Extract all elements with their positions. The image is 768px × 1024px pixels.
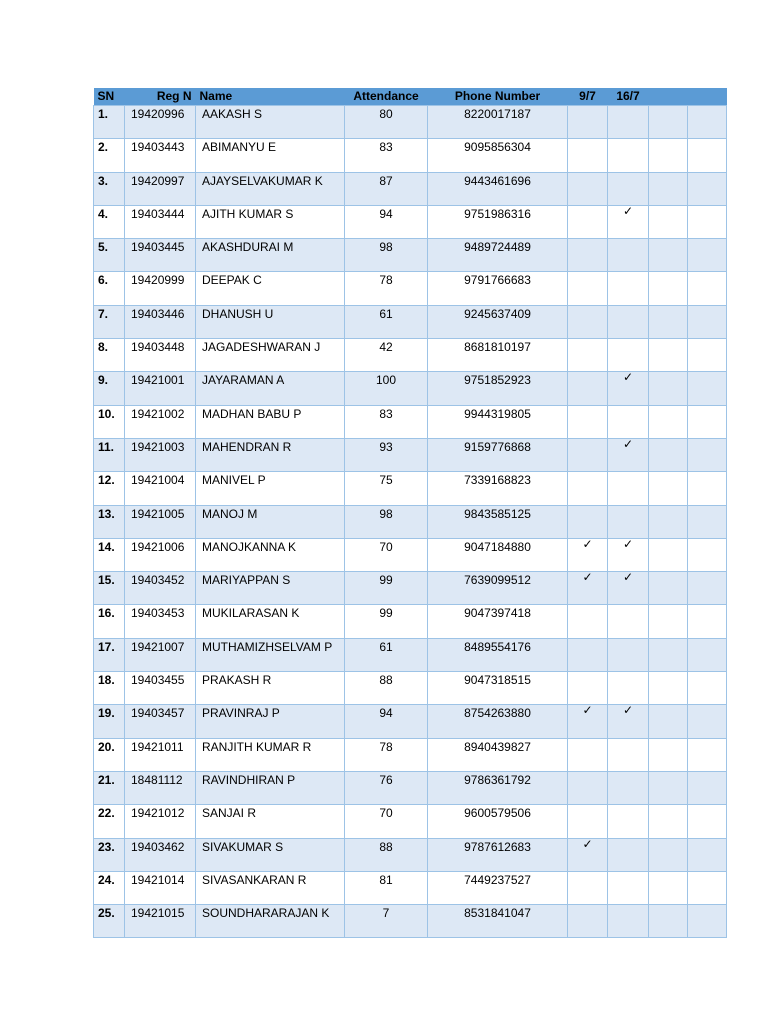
table-row (94, 505, 727, 538)
empty-cell (649, 771, 688, 804)
empty-cell (649, 705, 688, 738)
empty-cell (649, 738, 688, 771)
date-2-cell (608, 905, 649, 938)
phone-number-cell: 9843585125 (428, 505, 568, 538)
check-mark-icon: ✓ (622, 438, 634, 451)
serial-number-cell: 1. (94, 106, 125, 139)
date-2-cell (608, 771, 649, 804)
header-attendance: Attendance (353, 89, 419, 103)
check-mark-icon: ✓ (622, 571, 634, 585)
empty-cell (688, 705, 727, 738)
date-2-cell (608, 871, 649, 904)
date-1-cell (568, 272, 608, 305)
table-row (94, 538, 727, 571)
table-row (94, 339, 727, 372)
attendance-cell: 75 (345, 472, 428, 505)
serial-number-cell: 8. (94, 339, 125, 372)
table-row (94, 205, 727, 238)
phone-number-cell: 7339168823 (428, 472, 568, 505)
empty-cell (649, 372, 688, 405)
empty-cell (649, 172, 688, 205)
phone-number-cell: 9443461696 (428, 172, 568, 205)
date-2-cell (608, 705, 649, 738)
empty-cell (688, 272, 727, 305)
attendance-cell: 99 (345, 605, 428, 638)
empty-cell (649, 272, 688, 305)
attendance-cell: 99 (345, 572, 428, 605)
reg-number-cell: 19421011 (125, 738, 196, 771)
table-body (94, 106, 727, 938)
date-2-cell (608, 505, 649, 538)
phone-number-cell: 9489724489 (428, 239, 568, 272)
attendance-cell: 70 (345, 805, 428, 838)
date-2-cell (608, 805, 649, 838)
reg-number-cell: 19421006 (125, 538, 196, 571)
serial-number-cell: 21. (94, 771, 125, 804)
attendance-cell: 61 (345, 638, 428, 671)
empty-cell (649, 672, 688, 705)
reg-number-cell: 19420999 (125, 272, 196, 305)
serial-number-cell: 6. (94, 272, 125, 305)
empty-cell (688, 472, 727, 505)
empty-cell (688, 771, 727, 804)
empty-cell (688, 172, 727, 205)
student-name-cell: SIVAKUMAR S (196, 838, 345, 871)
serial-number-cell: 13. (94, 505, 125, 538)
student-name-cell: DEEPAK C (196, 272, 345, 305)
reg-number-cell: 19403455 (125, 672, 196, 705)
header-sn: SN (97, 89, 115, 103)
header-phone-number: Phone Number (454, 89, 541, 103)
attendance-cell: 94 (345, 705, 428, 738)
table-row (94, 372, 727, 405)
date-1-cell (568, 572, 608, 605)
date-1-cell (568, 239, 608, 272)
date-1-cell (568, 738, 608, 771)
empty-cell (688, 372, 727, 405)
serial-number-cell: 25. (94, 905, 125, 938)
date-2-cell (608, 305, 649, 338)
table-row (94, 738, 727, 771)
reg-number-cell: 19421005 (125, 505, 196, 538)
table-row (94, 438, 727, 471)
header-empty-2 (688, 88, 727, 106)
date-1-cell (568, 705, 608, 738)
date-2-cell (608, 172, 649, 205)
table-row (94, 705, 727, 738)
student-name-cell: SIVASANKARAN R (196, 871, 345, 904)
empty-cell (688, 438, 727, 471)
serial-number-cell: 16. (94, 605, 125, 638)
student-name-cell: AJAYSELVAKUMAR K (196, 172, 345, 205)
empty-cell (688, 905, 727, 938)
serial-number-cell: 24. (94, 871, 125, 904)
phone-number-cell: 9786361792 (428, 771, 568, 804)
empty-cell (649, 106, 688, 139)
attendance-cell: 87 (345, 172, 428, 205)
table-row (94, 239, 727, 272)
attendance-cell: 88 (345, 672, 428, 705)
serial-number-cell: 14. (94, 538, 125, 571)
table-row (94, 139, 727, 172)
date-2-cell (608, 139, 649, 172)
student-name-cell: MANIVEL P (196, 472, 345, 505)
empty-cell (649, 572, 688, 605)
reg-number-cell: 19403448 (125, 339, 196, 372)
attendance-sheet (93, 88, 726, 938)
table-row (94, 472, 727, 505)
date-1-cell (568, 172, 608, 205)
empty-cell (688, 638, 727, 671)
header-row (94, 88, 727, 106)
attendance-cell: 94 (345, 205, 428, 238)
attendance-cell: 93 (345, 438, 428, 471)
table-row (94, 172, 727, 205)
date-1-cell (568, 505, 608, 538)
date-1-cell (568, 838, 608, 871)
phone-number-cell: 8940439827 (428, 738, 568, 771)
reg-number-cell: 19420997 (125, 172, 196, 205)
attendance-cell: 98 (345, 505, 428, 538)
reg-number-cell: 19421004 (125, 472, 196, 505)
date-2-cell (608, 205, 649, 238)
empty-cell (649, 871, 688, 904)
phone-number-cell: 9047318515 (428, 672, 568, 705)
phone-number-cell: 8681810197 (428, 339, 568, 372)
reg-number-cell: 19403446 (125, 305, 196, 338)
empty-cell (649, 605, 688, 638)
date-2-cell (608, 838, 649, 871)
date-1-cell (568, 438, 608, 471)
header-date-2: 16/7 (616, 89, 640, 103)
date-2-cell (608, 405, 649, 438)
date-1-cell (568, 871, 608, 904)
check-mark-icon: ✓ (622, 371, 634, 385)
date-2-cell (608, 339, 649, 372)
empty-cell (688, 305, 727, 338)
empty-cell (649, 305, 688, 338)
student-name-cell: JAGADESHWARAN J (196, 339, 345, 372)
attendance-cell: 83 (345, 139, 428, 172)
phone-number-cell: 9047397418 (428, 605, 568, 638)
student-name-cell: MANOJ M (196, 505, 345, 538)
empty-cell (688, 505, 727, 538)
student-name-cell: MARIYAPPAN S (196, 572, 345, 605)
empty-cell (688, 405, 727, 438)
serial-number-cell: 9. (94, 372, 125, 405)
date-2-cell (608, 538, 649, 571)
date-2-cell (608, 106, 649, 139)
phone-number-cell: 9600579506 (428, 805, 568, 838)
date-1-cell (568, 605, 608, 638)
student-name-cell: PRAKASH R (196, 672, 345, 705)
empty-cell (688, 838, 727, 871)
attendance-cell: 100 (345, 372, 428, 405)
date-1-cell (568, 472, 608, 505)
table-row (94, 672, 727, 705)
phone-number-cell: 9751986316 (428, 205, 568, 238)
reg-number-cell: 19421015 (125, 905, 196, 938)
empty-cell (649, 638, 688, 671)
table-row (94, 638, 727, 671)
attendance-cell: 83 (345, 405, 428, 438)
attendance-cell: 98 (345, 239, 428, 272)
serial-number-cell: 15. (94, 572, 125, 605)
phone-number-cell: 7639099512 (428, 572, 568, 605)
reg-number-cell: 19403445 (125, 239, 196, 272)
date-1-cell (568, 339, 608, 372)
student-name-cell: JAYARAMAN A (196, 372, 345, 405)
empty-cell (649, 339, 688, 372)
check-mark-icon: ✓ (622, 538, 634, 551)
check-mark-icon: ✓ (582, 704, 593, 718)
header-reg-no: Reg N (156, 89, 192, 103)
attendance-cell: 81 (345, 871, 428, 904)
phone-number-cell: 7449237527 (428, 871, 568, 904)
date-2-cell (608, 738, 649, 771)
empty-cell (649, 538, 688, 571)
reg-number-cell: 19403462 (125, 838, 196, 871)
date-1-cell (568, 372, 608, 405)
empty-cell (688, 205, 727, 238)
empty-cell (649, 139, 688, 172)
date-1-cell (568, 771, 608, 804)
header-name: Name (199, 89, 233, 103)
reg-number-cell: 19421012 (125, 805, 196, 838)
phone-number-cell: 9095856304 (428, 139, 568, 172)
date-1-cell (568, 106, 608, 139)
table-row (94, 272, 727, 305)
date-1-cell (568, 672, 608, 705)
date-2-cell (608, 605, 649, 638)
header-date-1: 9/7 (579, 89, 596, 103)
attendance-cell: 78 (345, 272, 428, 305)
reg-number-cell: 19421002 (125, 405, 196, 438)
reg-number-cell: 18481112 (125, 771, 196, 804)
date-1-cell (568, 905, 608, 938)
student-name-cell: PRAVINRAJ P (196, 705, 345, 738)
serial-number-cell: 2. (94, 139, 125, 172)
phone-number-cell: 9944319805 (428, 405, 568, 438)
empty-cell (649, 405, 688, 438)
empty-cell (688, 871, 727, 904)
reg-number-cell: 19421001 (125, 372, 196, 405)
reg-number-cell: 19421003 (125, 438, 196, 471)
empty-cell (688, 605, 727, 638)
serial-number-cell: 22. (94, 805, 125, 838)
student-name-cell: AKASHDURAI M (196, 239, 345, 272)
table-header (94, 88, 727, 106)
student-name-cell: MANOJKANNA K (196, 538, 345, 571)
date-1-cell (568, 805, 608, 838)
student-name-cell: MUTHAMIZHSELVAM P (196, 638, 345, 671)
empty-cell (688, 572, 727, 605)
empty-cell (688, 805, 727, 838)
phone-number-cell: 8220017187 (428, 106, 568, 139)
phone-number-cell: 9047184880 (428, 538, 568, 571)
table-row (94, 605, 727, 638)
phone-number-cell: 9787612683 (428, 838, 568, 871)
serial-number-cell: 19. (94, 705, 125, 738)
header-empty-1 (649, 88, 688, 106)
date-1-cell (568, 538, 608, 571)
table-row (94, 405, 727, 438)
table-row (94, 905, 727, 938)
check-mark-icon: ✓ (582, 571, 593, 585)
reg-number-cell: 19403444 (125, 205, 196, 238)
date-2-cell (608, 239, 649, 272)
attendance-cell: 76 (345, 771, 428, 804)
attendance-cell: 80 (345, 106, 428, 139)
student-name-cell: ABIMANYU E (196, 139, 345, 172)
empty-cell (649, 905, 688, 938)
student-name-cell: AJITH KUMAR S (196, 205, 345, 238)
reg-number-cell: 19403443 (125, 139, 196, 172)
serial-number-cell: 10. (94, 405, 125, 438)
student-name-cell: MADHAN BABU P (196, 405, 345, 438)
table-row (94, 805, 727, 838)
student-name-cell: SOUNDHARARAJAN K (196, 905, 345, 938)
student-name-cell: RAVINDHIRAN P (196, 771, 345, 804)
phone-number-cell: 9791766683 (428, 272, 568, 305)
reg-number-cell: 19403457 (125, 705, 196, 738)
serial-number-cell: 12. (94, 472, 125, 505)
phone-number-cell: 8531841047 (428, 905, 568, 938)
empty-cell (688, 106, 727, 139)
date-2-cell (608, 638, 649, 671)
serial-number-cell: 4. (94, 205, 125, 238)
attendance-cell: 78 (345, 738, 428, 771)
date-2-cell (608, 438, 649, 471)
date-1-cell (568, 205, 608, 238)
check-mark-icon: ✓ (582, 538, 593, 551)
date-2-cell (608, 472, 649, 505)
empty-cell (649, 805, 688, 838)
attendance-cell: 61 (345, 305, 428, 338)
date-2-cell (608, 372, 649, 405)
empty-cell (688, 139, 727, 172)
reg-number-cell: 19420996 (125, 106, 196, 139)
empty-cell (688, 239, 727, 272)
table-row (94, 771, 727, 804)
attendance-table (93, 88, 727, 938)
check-mark-icon: ✓ (622, 704, 634, 718)
empty-cell (649, 438, 688, 471)
serial-number-cell: 20. (94, 738, 125, 771)
reg-number-cell: 19403453 (125, 605, 196, 638)
phone-number-cell: 9245637409 (428, 305, 568, 338)
table-row (94, 572, 727, 605)
date-1-cell (568, 638, 608, 671)
date-2-cell (608, 672, 649, 705)
date-1-cell (568, 405, 608, 438)
date-1-cell (568, 305, 608, 338)
student-name-cell: MAHENDRAN R (196, 438, 345, 471)
phone-number-cell: 8754263880 (428, 705, 568, 738)
empty-cell (649, 838, 688, 871)
empty-cell (688, 672, 727, 705)
serial-number-cell: 23. (94, 838, 125, 871)
serial-number-cell: 7. (94, 305, 125, 338)
phone-number-cell: 9159776868 (428, 438, 568, 471)
student-name-cell: AAKASH S (196, 106, 345, 139)
empty-cell (649, 505, 688, 538)
date-1-cell (568, 139, 608, 172)
empty-cell (649, 239, 688, 272)
empty-cell (688, 738, 727, 771)
reg-number-cell: 19403452 (125, 572, 196, 605)
attendance-cell: 42 (345, 339, 428, 372)
phone-number-cell: 8489554176 (428, 638, 568, 671)
empty-cell (649, 205, 688, 238)
empty-cell (649, 472, 688, 505)
serial-number-cell: 3. (94, 172, 125, 205)
attendance-cell: 7 (345, 905, 428, 938)
attendance-cell: 88 (345, 838, 428, 871)
serial-number-cell: 5. (94, 239, 125, 272)
student-name-cell: SANJAI R (196, 805, 345, 838)
student-name-cell: DHANUSH U (196, 305, 345, 338)
empty-cell (688, 339, 727, 372)
phone-number-cell: 9751852923 (428, 372, 568, 405)
table-row (94, 838, 727, 871)
attendance-cell: 70 (345, 538, 428, 571)
empty-cell (688, 538, 727, 571)
check-mark-icon: ✓ (582, 838, 593, 851)
table-row (94, 871, 727, 904)
table-row (94, 106, 727, 139)
check-mark-icon: ✓ (622, 205, 634, 218)
table-row (94, 305, 727, 338)
reg-number-cell: 19421007 (125, 638, 196, 671)
serial-number-cell: 18. (94, 672, 125, 705)
student-name-cell: MUKILARASAN K (196, 605, 345, 638)
reg-number-cell: 19421014 (125, 871, 196, 904)
serial-number-cell: 11. (94, 438, 125, 471)
student-name-cell: RANJITH KUMAR R (196, 738, 345, 771)
date-2-cell (608, 572, 649, 605)
date-2-cell (608, 272, 649, 305)
serial-number-cell: 17. (94, 638, 125, 671)
